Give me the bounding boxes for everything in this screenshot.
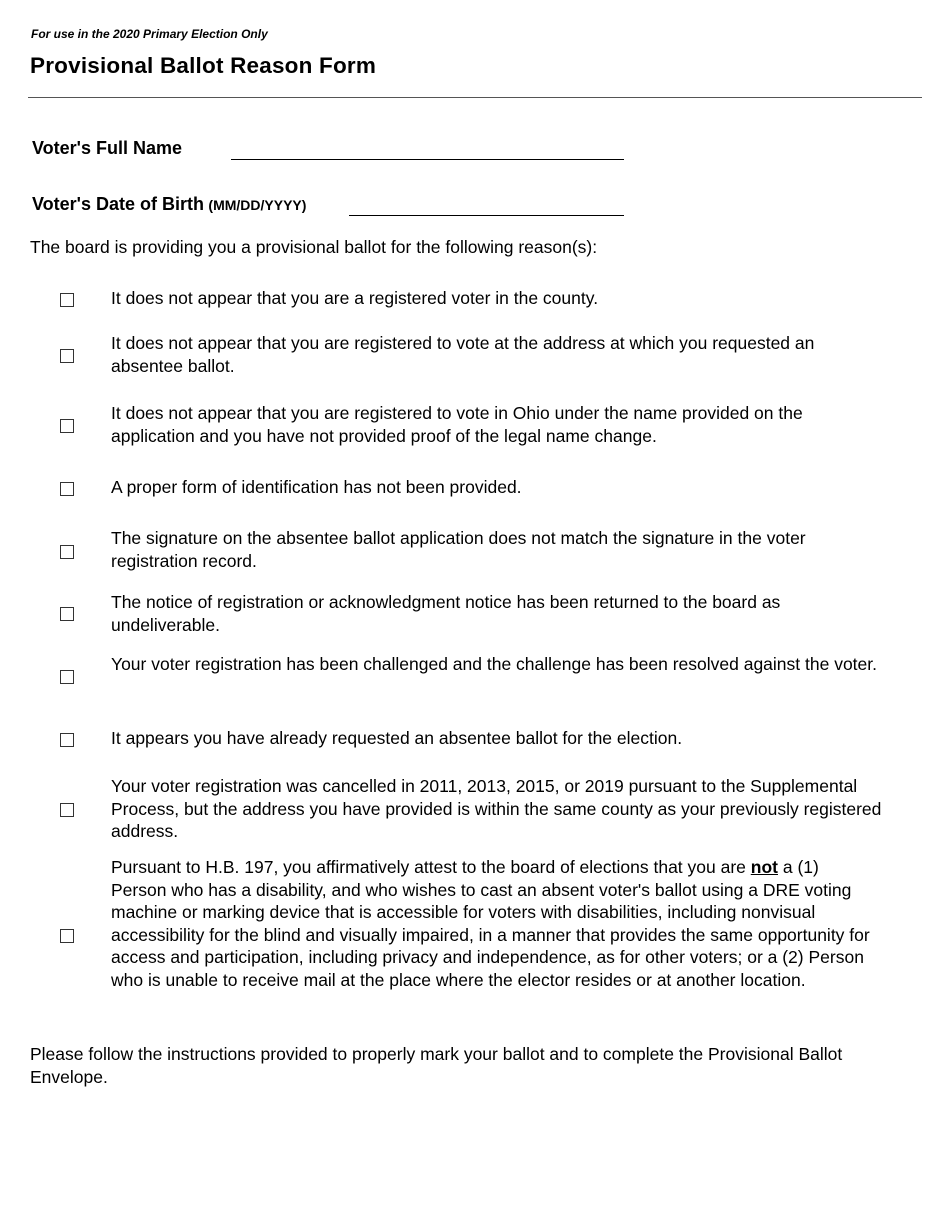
- reason-checkbox[interactable]: [60, 293, 74, 307]
- reason-text: The notice of registration or acknowledgment notice has been returned to the board as undeliverable.: [111, 592, 781, 635]
- reason-checkbox[interactable]: [60, 607, 74, 621]
- reason-text: It does not appear that you are a registered voter in the county.: [111, 288, 599, 308]
- hb197-text-after: a (1) Person who has a disability, and who wishes to cast an absent voter's ballot using a DRE voting machine or marking device that is accessible for voters with disabilities, including nonvisual accessibility for the blind and visually impaired, in a manner that provides the same opportunity for access and participation, including privacy and independence, as for other voters; or a (2) Person who is unable to receive mail at the place where the elector resides or at another location.: [111, 857, 870, 990]
- reason-text: The signature on the absentee ballot application does not match the signature in the voter registration record.: [111, 528, 806, 571]
- dob-label: Voter's Date of Birth: [32, 194, 204, 214]
- election-note: For use in the 2020 Primary Election Only: [31, 27, 268, 41]
- reason-checkbox[interactable]: [60, 482, 74, 496]
- hb197-attestation-text: [111, 856, 871, 991]
- hb197-text-before: Pursuant to H.B. 197, you affirmatively attest to the board of elections that you are: [111, 857, 751, 877]
- hb197-emphasis-not: not: [750, 857, 778, 877]
- reason-text: Your voter registration has been challenged and the challenge has been resolved against the voter.: [111, 654, 878, 674]
- reason-checkbox[interactable]: [60, 670, 74, 684]
- reason-checkbox[interactable]: [60, 419, 74, 433]
- form-title: Provisional Ballot Reason Form: [30, 53, 377, 78]
- reason-checkbox[interactable]: [60, 545, 74, 559]
- reason-checkbox[interactable]: [60, 733, 74, 747]
- reason-checkbox[interactable]: [60, 929, 74, 943]
- reason-text: Your voter registration was cancelled in 2011, 2013, 2015, or 2019 pursuant to the Supplemental Process, but the address you have provided is within the same county as your previously registered address.: [111, 776, 882, 841]
- footer-instructions: Please follow the instructions provided to properly mark your ballot and to complete the Provisional Ballot Envelope.: [30, 1044, 843, 1087]
- full-name-input-line[interactable]: [231, 159, 624, 160]
- reason-text: It does not appear that you are registered to vote in Ohio under the name provided on the application and you have not provided proof of the legal name change.: [111, 403, 803, 446]
- reason-text: It does not appear that you are registered to vote at the address at which you requested an absentee ballot.: [111, 333, 815, 376]
- full-name-label: Voter's Full Name: [32, 138, 182, 158]
- dob-format-hint: (MM/DD/YYYY): [208, 197, 307, 213]
- reason-checkbox[interactable]: [60, 349, 74, 363]
- dob-input-line[interactable]: [349, 215, 624, 216]
- reason-text: A proper form of identification has not been provided.: [111, 477, 522, 497]
- header-divider: [28, 97, 922, 98]
- reason-checkbox[interactable]: [60, 803, 74, 817]
- reasons-intro: The board is providing you a provisional ballot for the following reason(s):: [30, 237, 598, 257]
- reason-text: It appears you have already requested an absentee ballot for the election.: [111, 728, 683, 748]
- dob-label-group: [32, 194, 306, 215]
